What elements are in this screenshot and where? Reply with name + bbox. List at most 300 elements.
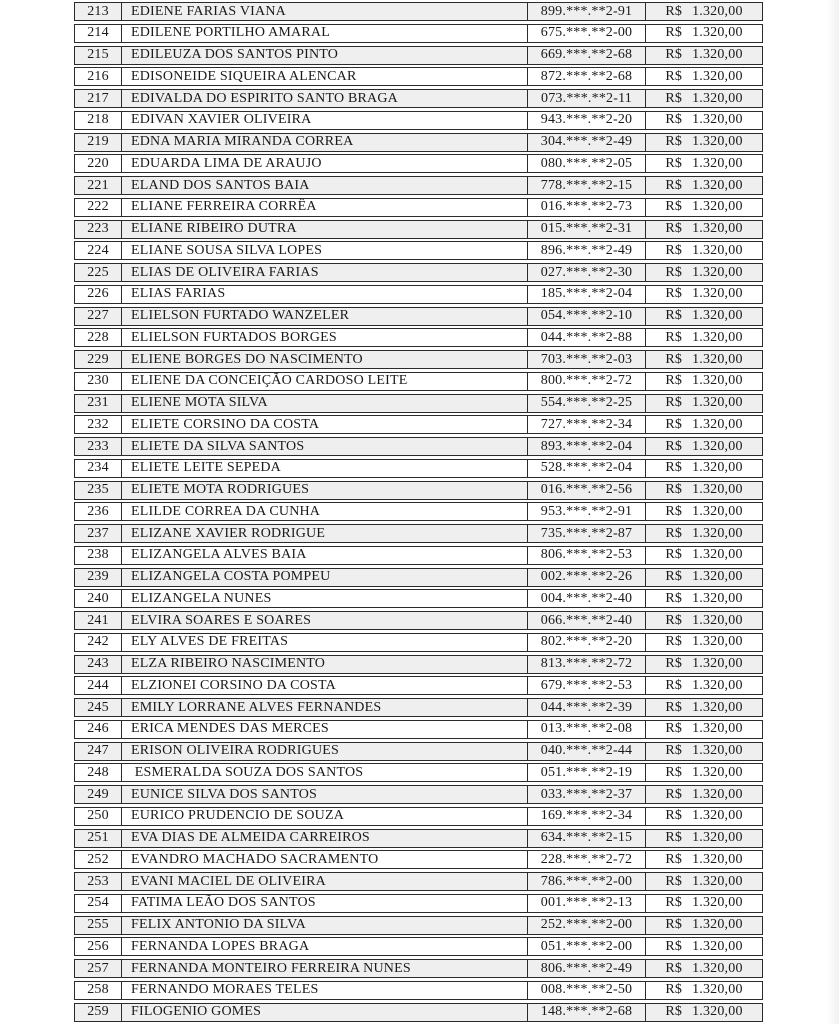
masked-cpf-cell: 735.***.**2-87 xyxy=(527,525,646,542)
amount-value: 1.320,00 xyxy=(692,612,743,628)
masked-cpf-cell: 634.***.**2-15 xyxy=(527,830,646,847)
masked-cpf-cell: 080.***.**2-05 xyxy=(527,155,646,172)
row-number-cell: 234 xyxy=(75,460,122,477)
masked-cpf-cell: 002.***.**2-26 xyxy=(527,569,646,586)
row-number-cell: 239 xyxy=(75,569,122,586)
beneficiary-name-cell: ELZA RIBEIRO NASCIMENTO xyxy=(131,656,326,671)
payment-amount-cell xyxy=(646,90,762,107)
amount-value: 1.320,00 xyxy=(692,438,743,454)
currency-symbol: R$ xyxy=(665,25,683,41)
beneficiary-name-cell: ELIETE DA SILVA SANTOS xyxy=(131,438,305,454)
masked-cpf-cell: 066.***.**2-40 xyxy=(527,612,646,629)
row-number-cell: 233 xyxy=(75,438,122,455)
table-row xyxy=(74,502,763,521)
row-number-cell: 223 xyxy=(75,221,122,238)
row-number-cell: 259 xyxy=(75,1004,122,1021)
amount-value: 1.320,00 xyxy=(692,873,743,889)
masked-cpf-cell: 044.***.**2-88 xyxy=(527,329,646,346)
table-row xyxy=(74,655,763,674)
masked-cpf-cell: 786.***.**2-00 xyxy=(527,873,646,890)
masked-cpf-cell: 051.***.**2-19 xyxy=(527,764,646,781)
amount-value: 1.320,00 xyxy=(692,25,743,41)
beneficiary-name-cell: ELIELSON FURTADOS BORGES xyxy=(131,329,337,345)
table-row xyxy=(74,568,763,587)
payment-amount-cell xyxy=(646,830,762,847)
masked-cpf-cell: 943.***.**2-20 xyxy=(527,112,646,129)
beneficiary-name-cell: ELIZANGELA ALVES BAIA xyxy=(131,547,307,563)
row-number-cell: 242 xyxy=(75,634,122,651)
row-number-cell: 236 xyxy=(75,503,122,520)
beneficiary-name-cell: ELY ALVES DE FREITAS xyxy=(131,634,289,650)
row-number-cell: 222 xyxy=(75,199,122,216)
table-row xyxy=(74,133,763,152)
table-row xyxy=(74,742,763,761)
masked-cpf-cell: 802.***.**2-20 xyxy=(527,634,646,651)
currency-symbol: R$ xyxy=(665,286,683,302)
currency-symbol: R$ xyxy=(665,808,683,824)
currency-symbol: R$ xyxy=(665,47,683,62)
table-row xyxy=(74,46,763,65)
beneficiary-table xyxy=(74,2,763,1022)
payment-amount-cell xyxy=(646,938,762,955)
beneficiary-name-cell: EDUARDA LIMA DE ARAUJO xyxy=(131,155,322,171)
payment-amount-cell xyxy=(646,1004,762,1021)
row-number-cell: 241 xyxy=(75,612,122,629)
amount-value: 1.320,00 xyxy=(692,699,743,715)
table-row xyxy=(74,546,763,565)
amount-value: 1.320,00 xyxy=(692,416,743,432)
payment-amount-cell xyxy=(646,221,762,238)
currency-symbol: R$ xyxy=(665,851,683,867)
beneficiary-name-cell: FILOGENIO GOMES xyxy=(131,1004,262,1019)
currency-symbol: R$ xyxy=(665,699,683,715)
table-row xyxy=(74,263,763,282)
row-number-cell: 257 xyxy=(75,960,122,977)
masked-cpf-cell: 051.***.**2-00 xyxy=(527,938,646,955)
amount-value: 1.320,00 xyxy=(692,90,743,106)
amount-value: 1.320,00 xyxy=(692,917,743,932)
row-number-cell: 214 xyxy=(75,25,122,42)
amount-value: 1.320,00 xyxy=(692,482,743,497)
beneficiary-name-cell: EURICO PRUDENCIO DE SOUZA xyxy=(131,808,345,824)
currency-symbol: R$ xyxy=(665,351,683,367)
currency-symbol: R$ xyxy=(665,155,683,171)
table-row xyxy=(74,698,763,717)
masked-cpf-cell: 703.***.**2-03 xyxy=(527,351,646,368)
table-row xyxy=(74,350,763,369)
currency-symbol: R$ xyxy=(665,264,683,280)
masked-cpf-cell: 813.***.**2-72 xyxy=(527,656,646,673)
currency-symbol: R$ xyxy=(665,917,683,932)
currency-symbol: R$ xyxy=(665,960,683,976)
masked-cpf-cell: 185.***.**2-04 xyxy=(527,286,646,303)
currency-symbol: R$ xyxy=(665,3,683,19)
row-number-cell: 253 xyxy=(75,873,122,890)
masked-cpf-cell: 800.***.**2-72 xyxy=(527,373,646,390)
payment-amount-cell xyxy=(646,569,762,586)
masked-cpf-cell: 033.***.**2-37 xyxy=(527,786,646,803)
row-number-cell: 246 xyxy=(75,721,122,738)
currency-symbol: R$ xyxy=(665,199,683,215)
amount-value: 1.320,00 xyxy=(692,242,743,258)
table-row xyxy=(74,981,763,1000)
beneficiary-name-cell: ESMERALDA SOUZA DOS SANTOS xyxy=(131,764,364,780)
beneficiary-name-cell: ELIETE CORSINO DA COSTA xyxy=(131,416,320,432)
row-number-cell: 216 xyxy=(75,68,122,85)
amount-value: 1.320,00 xyxy=(692,47,743,62)
table-row xyxy=(74,176,763,195)
payment-amount-cell xyxy=(646,960,762,977)
amount-value: 1.320,00 xyxy=(692,134,743,149)
masked-cpf-cell: 554.***.**2-25 xyxy=(527,395,646,412)
amount-value: 1.320,00 xyxy=(692,851,743,867)
row-number-cell: 244 xyxy=(75,677,122,694)
amount-value: 1.320,00 xyxy=(692,1004,743,1019)
beneficiary-name-cell: EVA DIAS DE ALMEIDA CARREIROS xyxy=(131,830,370,845)
payment-amount-cell xyxy=(646,699,762,716)
beneficiary-name-cell: ELAND DOS SANTOS BAIA xyxy=(131,177,310,193)
row-number-cell: 227 xyxy=(75,308,122,325)
table-row xyxy=(74,241,763,260)
currency-symbol: R$ xyxy=(665,525,683,541)
row-number-cell: 225 xyxy=(75,264,122,281)
beneficiary-name-cell: FERNANDA LOPES BRAGA xyxy=(131,938,310,954)
table-row xyxy=(74,959,763,978)
table-row xyxy=(74,807,763,826)
payment-amount-cell xyxy=(646,286,762,303)
table-row xyxy=(74,894,763,913)
beneficiary-name-cell: EDIVALDA DO ESPIRITO SANTO BRAGA xyxy=(131,90,398,106)
row-number-cell: 229 xyxy=(75,351,122,368)
payment-amount-cell xyxy=(646,242,762,259)
row-number-cell: 226 xyxy=(75,286,122,303)
masked-cpf-cell: 806.***.**2-49 xyxy=(527,960,646,977)
beneficiary-name-cell: ERISON OLIVEIRA RODRIGUES xyxy=(131,743,339,758)
payment-amount-cell xyxy=(646,656,762,673)
currency-symbol: R$ xyxy=(665,895,683,911)
table-row xyxy=(74,763,763,782)
payment-amount-cell xyxy=(646,851,762,868)
row-number-cell: 219 xyxy=(75,134,122,151)
masked-cpf-cell: 015.***.**2-31 xyxy=(527,221,646,238)
table-row xyxy=(74,2,763,21)
amount-value: 1.320,00 xyxy=(692,547,743,563)
table-row xyxy=(74,67,763,86)
table-row xyxy=(74,589,763,608)
beneficiary-name-cell: EVANI MACIEL DE OLIVEIRA xyxy=(131,873,326,889)
masked-cpf-cell: 054.***.**2-10 xyxy=(527,308,646,325)
row-number-cell: 213 xyxy=(75,3,122,20)
row-number-cell: 232 xyxy=(75,416,122,433)
payment-amount-cell xyxy=(646,25,762,42)
beneficiary-name-cell: ELIELSON FURTADO WANZELER xyxy=(131,308,350,323)
table-row xyxy=(74,111,763,130)
table-row xyxy=(74,916,763,935)
row-number-cell: 228 xyxy=(75,329,122,346)
table-row xyxy=(74,285,763,304)
amount-value: 1.320,00 xyxy=(692,960,743,976)
row-number-cell: 221 xyxy=(75,177,122,194)
currency-symbol: R$ xyxy=(665,221,683,236)
payment-amount-cell xyxy=(646,329,762,346)
currency-symbol: R$ xyxy=(665,547,683,563)
beneficiary-name-cell: ELVIRA SOARES E SOARES xyxy=(131,612,312,628)
amount-value: 1.320,00 xyxy=(692,221,743,236)
beneficiary-name-cell: ELILDE CORREA DA CUNHA xyxy=(131,503,321,519)
payment-amount-cell xyxy=(646,438,762,455)
amount-value: 1.320,00 xyxy=(692,503,743,519)
masked-cpf-cell: 669.***.**2-68 xyxy=(527,47,646,64)
table-row xyxy=(74,459,763,478)
currency-symbol: R$ xyxy=(665,873,683,889)
beneficiary-name-cell: EDIVAN XAVIER OLIVEIRA xyxy=(131,112,312,128)
row-number-cell: 249 xyxy=(75,786,122,803)
beneficiary-name-cell: EUNICE SILVA DOS SANTOS xyxy=(131,786,317,802)
payment-amount-cell xyxy=(646,199,762,216)
payment-amount-cell xyxy=(646,3,762,20)
amount-value: 1.320,00 xyxy=(692,308,743,323)
amount-value: 1.320,00 xyxy=(692,982,743,998)
masked-cpf-cell: 040.***.**2-44 xyxy=(527,743,646,760)
currency-symbol: R$ xyxy=(665,395,683,410)
payment-amount-cell xyxy=(646,460,762,477)
masked-cpf-cell: 778.***.**2-15 xyxy=(527,177,646,194)
table-row xyxy=(74,154,763,173)
currency-symbol: R$ xyxy=(665,460,683,476)
amount-value: 1.320,00 xyxy=(692,460,743,476)
currency-symbol: R$ xyxy=(665,416,683,432)
payment-amount-cell xyxy=(646,395,762,412)
payment-amount-cell xyxy=(646,677,762,694)
amount-value: 1.320,00 xyxy=(692,808,743,824)
masked-cpf-cell: 044.***.**2-39 xyxy=(527,699,646,716)
payment-amount-cell xyxy=(646,503,762,520)
currency-symbol: R$ xyxy=(665,134,683,149)
amount-value: 1.320,00 xyxy=(692,569,743,584)
table-row xyxy=(74,633,763,652)
amount-value: 1.320,00 xyxy=(692,634,743,650)
amount-value: 1.320,00 xyxy=(692,199,743,215)
amount-value: 1.320,00 xyxy=(692,938,743,954)
payment-amount-cell xyxy=(646,482,762,499)
beneficiary-name-cell: ELIAS DE OLIVEIRA FARIAS xyxy=(131,264,319,280)
table-row xyxy=(74,1003,763,1022)
beneficiary-name-cell: EDIENE FARIAS VIANA xyxy=(131,3,286,19)
amount-value: 1.320,00 xyxy=(692,764,743,780)
currency-symbol: R$ xyxy=(665,634,683,650)
payment-amount-cell xyxy=(646,873,762,890)
amount-value: 1.320,00 xyxy=(692,721,743,737)
currency-symbol: R$ xyxy=(665,569,683,584)
beneficiary-name-cell: ELIENE DA CONCEIÇÃO CARDOSO LEITE xyxy=(131,373,408,389)
table-row xyxy=(74,785,763,804)
table-row xyxy=(74,937,763,956)
table-row xyxy=(74,89,763,108)
amount-value: 1.320,00 xyxy=(692,656,743,671)
beneficiary-name-cell: ELIETE LEITE SEPEDA xyxy=(131,460,281,476)
table-row xyxy=(74,481,763,500)
amount-value: 1.320,00 xyxy=(692,3,743,19)
masked-cpf-cell: 528.***.**2-04 xyxy=(527,460,646,477)
masked-cpf-cell: 675.***.**2-00 xyxy=(527,25,646,42)
table-row xyxy=(74,720,763,739)
currency-symbol: R$ xyxy=(665,68,683,84)
payment-amount-cell xyxy=(646,721,762,738)
payment-amount-cell xyxy=(646,786,762,803)
currency-symbol: R$ xyxy=(665,721,683,737)
row-number-cell: 224 xyxy=(75,242,122,259)
table-row xyxy=(74,676,763,695)
currency-symbol: R$ xyxy=(665,938,683,954)
masked-cpf-cell: 148.***.**2-68 xyxy=(527,1004,646,1021)
row-number-cell: 250 xyxy=(75,808,122,825)
row-number-cell: 248 xyxy=(75,764,122,781)
table-row xyxy=(74,829,763,848)
currency-symbol: R$ xyxy=(665,743,683,758)
table-row xyxy=(74,220,763,239)
beneficiary-name-cell: EDILENE PORTILHO AMARAL xyxy=(131,25,330,41)
payment-amount-cell xyxy=(646,177,762,194)
masked-cpf-cell: 169.***.**2-34 xyxy=(527,808,646,825)
table-row xyxy=(74,198,763,217)
beneficiary-name-cell: EDNA MARIA MIRANDA CORREA xyxy=(131,134,354,149)
payment-amount-cell xyxy=(646,112,762,129)
row-number-cell: 218 xyxy=(75,112,122,129)
payment-amount-cell xyxy=(646,308,762,325)
beneficiary-name-cell: ELIANE SOUSA SILVA LOPES xyxy=(131,242,323,258)
masked-cpf-cell: 953.***.**2-91 xyxy=(527,503,646,520)
payment-amount-cell xyxy=(646,634,762,651)
masked-cpf-cell: 806.***.**2-53 xyxy=(527,547,646,564)
payment-amount-cell xyxy=(646,764,762,781)
currency-symbol: R$ xyxy=(665,90,683,106)
beneficiary-name-cell: ELIETE MOTA RODRIGUES xyxy=(131,482,310,497)
row-number-cell: 217 xyxy=(75,90,122,107)
beneficiary-name-cell: ELIZANGELA COSTA POMPEU xyxy=(131,569,331,584)
masked-cpf-cell: 016.***.**2-73 xyxy=(527,199,646,216)
currency-symbol: R$ xyxy=(665,503,683,519)
beneficiary-name-cell: ERICA MENDES DAS MERCES xyxy=(131,721,329,737)
table-row xyxy=(74,850,763,869)
masked-cpf-cell: 013.***.**2-08 xyxy=(527,721,646,738)
currency-symbol: R$ xyxy=(665,177,683,193)
currency-symbol: R$ xyxy=(665,329,683,345)
beneficiary-name-cell: EVANDRO MACHADO SACRAMENTO xyxy=(131,851,379,867)
beneficiary-name-cell: ELIZANE XAVIER RODRIGUE xyxy=(131,525,326,541)
payment-amount-cell xyxy=(646,68,762,85)
amount-value: 1.320,00 xyxy=(692,112,743,128)
table-row xyxy=(74,328,763,347)
table-row xyxy=(74,872,763,891)
amount-value: 1.320,00 xyxy=(692,895,743,911)
payment-amount-cell xyxy=(646,416,762,433)
row-number-cell: 215 xyxy=(75,47,122,64)
currency-symbol: R$ xyxy=(665,677,683,693)
table-row xyxy=(74,24,763,43)
currency-symbol: R$ xyxy=(665,1004,683,1019)
masked-cpf-cell: 899.***.**2-91 xyxy=(527,3,646,20)
payment-amount-cell xyxy=(646,351,762,368)
amount-value: 1.320,00 xyxy=(692,786,743,802)
beneficiary-name-cell: EDISONEIDE SIQUEIRA ALENCAR xyxy=(131,68,357,84)
beneficiary-name-cell: FATIMA LEÃO DOS SANTOS xyxy=(131,895,316,911)
table-row xyxy=(74,372,763,391)
masked-cpf-cell: 679.***.**2-53 xyxy=(527,677,646,694)
amount-value: 1.320,00 xyxy=(692,68,743,84)
currency-symbol: R$ xyxy=(665,786,683,802)
currency-symbol: R$ xyxy=(665,112,683,128)
payment-amount-cell xyxy=(646,547,762,564)
row-number-cell: 256 xyxy=(75,938,122,955)
masked-cpf-cell: 872.***.**2-68 xyxy=(527,68,646,85)
currency-symbol: R$ xyxy=(665,482,683,497)
amount-value: 1.320,00 xyxy=(692,743,743,758)
payment-amount-cell xyxy=(646,808,762,825)
row-number-cell: 235 xyxy=(75,482,122,499)
row-number-cell: 230 xyxy=(75,373,122,390)
masked-cpf-cell: 228.***.**2-72 xyxy=(527,851,646,868)
currency-symbol: R$ xyxy=(665,830,683,845)
amount-value: 1.320,00 xyxy=(692,830,743,845)
table-row xyxy=(74,394,763,413)
currency-symbol: R$ xyxy=(665,373,683,389)
masked-cpf-cell: 008.***.**2-50 xyxy=(527,982,646,999)
payment-amount-cell xyxy=(646,134,762,151)
beneficiary-name-cell: EMILY LORRANE ALVES FERNANDES xyxy=(131,699,382,715)
amount-value: 1.320,00 xyxy=(692,677,743,693)
payment-amount-cell xyxy=(646,743,762,760)
payment-amount-cell xyxy=(646,47,762,64)
payment-amount-cell xyxy=(646,917,762,934)
amount-value: 1.320,00 xyxy=(692,590,743,606)
currency-symbol: R$ xyxy=(665,590,683,606)
currency-symbol: R$ xyxy=(665,656,683,671)
amount-value: 1.320,00 xyxy=(692,373,743,389)
row-number-cell: 238 xyxy=(75,547,122,564)
beneficiary-name-cell: ELIZANGELA NUNES xyxy=(131,590,272,606)
masked-cpf-cell: 896.***.**2-49 xyxy=(527,242,646,259)
payment-amount-cell xyxy=(646,895,762,912)
row-number-cell: 254 xyxy=(75,895,122,912)
row-number-cell: 243 xyxy=(75,656,122,673)
row-number-cell: 231 xyxy=(75,395,122,412)
masked-cpf-cell: 073.***.**2-11 xyxy=(527,90,646,107)
masked-cpf-cell: 027.***.**2-30 xyxy=(527,264,646,281)
amount-value: 1.320,00 xyxy=(692,329,743,345)
currency-symbol: R$ xyxy=(665,438,683,454)
row-number-cell: 255 xyxy=(75,917,122,934)
currency-symbol: R$ xyxy=(665,982,683,998)
payment-amount-cell xyxy=(646,982,762,999)
payment-amount-cell xyxy=(646,155,762,172)
masked-cpf-cell: 001.***.**2-13 xyxy=(527,895,646,912)
row-number-cell: 247 xyxy=(75,743,122,760)
payment-amount-cell xyxy=(646,373,762,390)
masked-cpf-cell: 004.***.**2-40 xyxy=(527,590,646,607)
payment-amount-cell xyxy=(646,612,762,629)
row-number-cell: 245 xyxy=(75,699,122,716)
amount-value: 1.320,00 xyxy=(692,395,743,410)
scan-edge-shadow xyxy=(827,0,839,1024)
currency-symbol: R$ xyxy=(665,612,683,628)
beneficiary-name-cell: EDILEUZA DOS SANTOS PINTO xyxy=(131,47,339,62)
amount-value: 1.320,00 xyxy=(692,264,743,280)
masked-cpf-cell: 252.***.**2-00 xyxy=(527,917,646,934)
row-number-cell: 258 xyxy=(75,982,122,999)
beneficiary-name-cell: ELIENE BORGES DO NASCIMENTO xyxy=(131,351,363,367)
beneficiary-name-cell: FERNANDO MORAES TELES xyxy=(131,982,319,998)
row-number-cell: 240 xyxy=(75,590,122,607)
